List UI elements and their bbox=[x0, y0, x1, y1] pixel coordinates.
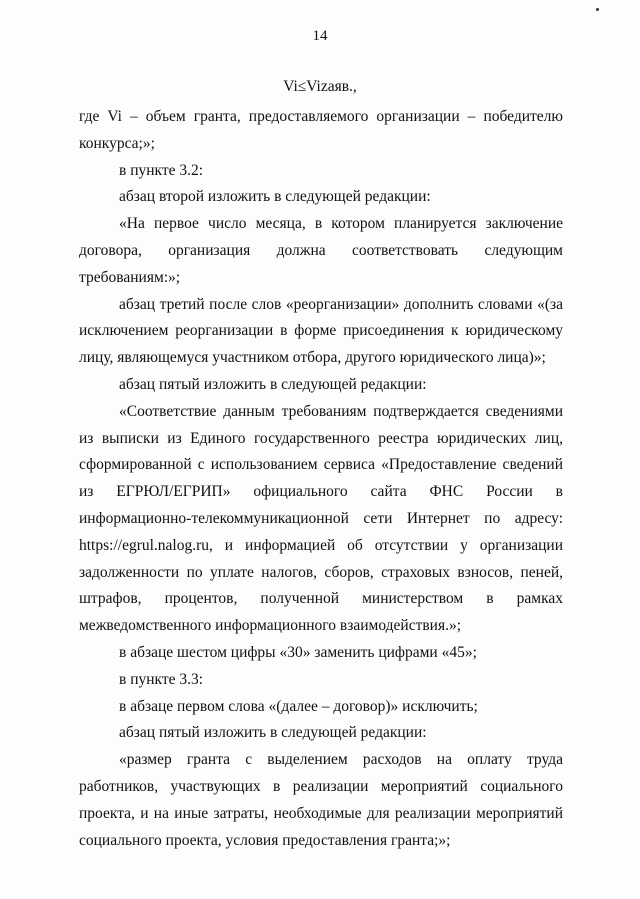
paragraph-requirements: «На первое число месяца, в котором планируется заключение договора, организация должна соответствовать следующим требованиям:»; bbox=[79, 215, 563, 286]
page-number: 14 bbox=[312, 28, 328, 44]
scan-speck bbox=[596, 8, 599, 11]
paragraph-sixth-abzac: в абзаце шестом цифры «30» заменить цифрами «45»; bbox=[119, 643, 477, 661]
formula-line: Vi≤Vizаяв., bbox=[283, 78, 357, 95]
document-body bbox=[79, 104, 563, 854]
paragraph-fifth-abzac: абзац пятый изложить в следующей редакции: bbox=[119, 375, 427, 393]
paragraph-clause-3-2: в пункте 3.2: bbox=[119, 161, 204, 179]
paragraph-grant-definition: где Vi – объем гранта, предоставляемого организации – победителю конкурса;»; bbox=[79, 108, 563, 152]
paragraph-clause-3-3: в пункте 3.3: bbox=[119, 670, 204, 688]
paragraph-egrul-statement: «Соответствие данным требованиям подтверждается сведениями из выписки из Единого государственного реестра юридических лиц, сформированной с использованием сервиса «Предоставление сведений из ЕГРЮЛ/ЕГРИП» официального сайта ФНС России в информационно-телекоммуникационной сети Интернет по адресу: https://egrul.nalog.ru, и информацией об отсутствии у организации задолженности по уплате налогов, сборов, страховых взносов, пеней, штрафов, процентов, полученной министерством в рамках межведомственного информационного взаимодействия.»; bbox=[79, 402, 563, 635]
paragraph-second-abzac: абзац второй изложить в следующей редакции: bbox=[119, 188, 431, 206]
paragraph-first-abzac: в абзаце первом слова «(далее – договор)» исключить; bbox=[119, 697, 478, 715]
paragraph-grant-size: «размер гранта с выделением расходов на оплату труда работников, участвующих в реализации мероприятий социального проекта, и на иные затраты, необходимые для реализации мероприятий социального проекта, условия предоставления гранта;»; bbox=[79, 751, 563, 849]
paragraph-third-abzac: абзац третий после слов «реорганизации» дополнить словами «(за исключением реорганизации в форме присоединения к юридическому лицу, являющемуся участником отбора, другого юридического лица)»; bbox=[79, 295, 563, 367]
paragraph-fifth-abzac-2: абзац пятый изложить в следующей редакции: bbox=[119, 724, 427, 742]
